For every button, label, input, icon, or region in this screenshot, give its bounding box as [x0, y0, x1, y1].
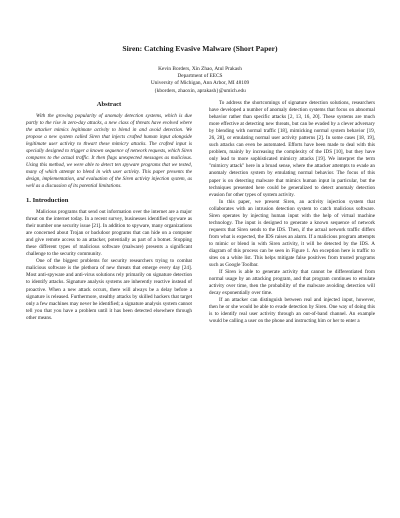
abstract-heading: Abstract	[96, 101, 122, 108]
author-names: Kevin Borders, Xin Zhao, Atul Prakash	[158, 66, 242, 72]
intro-paragraph: One of the biggest problems for security researchers trying to combat malicious software is the plethora of new threats that emerge every day [24]. Most anti-spyware and anti-virus solutions rely primarily on signature detection to identify attacks. Signature analysis systems are inherently reactive instead of proactive. When a new attack occurs, there will always be a delay before a signature is released. Furthermore, stealthy attacks by skilled hackers that target only a few machines may never be identified; a signature analysis system cannot tell you that you have a problem until it has been detected elsewhere through other means.	[26, 258, 192, 321]
paper-title: Siren: Catching Evasive Malware (Short Paper)	[122, 44, 278, 53]
author-department: Department of EECS	[177, 73, 223, 80]
left-column	[26, 100, 192, 322]
right-column	[209, 100, 375, 326]
author-block	[0, 66, 400, 95]
body-paragraph: In this paper, we present Siren, an activity injection system that collaborates with an intrusion detection system to catch malicious software. Siren operates by injecting human input with the help of virtual machine technology. The input is designed to generate a known sequence of network requests that Siren sends to the IDS. Then, if the actual network traffic differs from what is expected, the IDS raises an alarm. If a malicious program attempts to mimic or blend in with Siren activity, it will be detected by the IDS. A diagram of this process can be seen in Figure 1. An exception here is traffic to sites on a white list. This helps mitigate false positives from trusted programs such as Google Toolbar.	[209, 198, 375, 269]
abstract-text: With the growing popularity of anomaly detection systems, which is due partly to the rise in zero-day attacks, a new class of threats have evolved where the attacker mimics legitimate activity to blend in and avoid detection. We propose a new system called Siren that injects crafted human input alongside legitimate user activity to thwart these mimicry attacks. The crafted input is specially designed to trigger a known sequence of network requests, which Siren compares to the actual traffic. It then flags unexpected messages as malicious. Using this method, we were able to detect ten spyware programs that we tested, many of which attempt to blend in with user activity. This paper presents the design, implementation, and evaluation of the Siren activity injection system, as well as a discussion of its potential limitations.	[26, 113, 192, 189]
author-affiliation: University of Michigan, Ann Arbor, MI 48109	[150, 80, 250, 87]
author-emails: {kborders, zhaoxin, aprakash}@umich.edu	[154, 87, 246, 94]
intro-heading: 1. Introduction	[26, 197, 69, 204]
body-paragraph: If an attacker can distinguish between real and injected input, however, then he or she would be able to evade detection by Siren. One way of doing this is to identify real user activity through an out-of-band channel. An example would be calling a user on the phone and instructing him or her to enter a	[209, 297, 375, 325]
body-paragraph: To address the shortcomings of signature detection solutions, researchers have developed a number of anomaly detection systems that focus on abnormal behavior rather than specific attacks [2, 13, 16, 20]. These systems are much more effective at detecting new threats, but can be evaded by a clever adversary by blending with normal traffic [18], mimicking normal system behavior [19, 26, 28], or emulating normal user activity patterns [2]. In some cases [18, 19], such attacks can even be automated. Efforts have been made to deal with this problem, mainly by increasing the complexity of the IDS [10], but they have only lead to more sophisticated mimicry attacks [19]. We interpret the term "mimicry attack" here in a broad sense, where the attacker attempts to evade an anomaly detection system by emulating normal behavior. The focus of this paper is on detecting malware that mimics human input in particular, but the techniques presented here could be generalized to detect anomaly detection evasion for other types of system activity.	[209, 100, 375, 198]
body-paragraph: If Siren is able to generate activity that cannot be differentiated from normal usage by an attacking program, and that program continues to emulate activity over time, then the probability of the malware avoiding detection will decay exponentially over time.	[209, 269, 375, 297]
intro-paragraph: Malicious programs that send out information over the internet are a major threat on the internet today. In a recent survey, businesses identified spyware as their number one security issue [21]. In addition to spyware, many organizations are concerned about Trojan or backdoor programs that can hide on a computer and give remote access to an attacker, potentially as part of a botnet. Stopping these different types of malicious software (malware) presents a significant challenge to the security community.	[26, 209, 192, 258]
